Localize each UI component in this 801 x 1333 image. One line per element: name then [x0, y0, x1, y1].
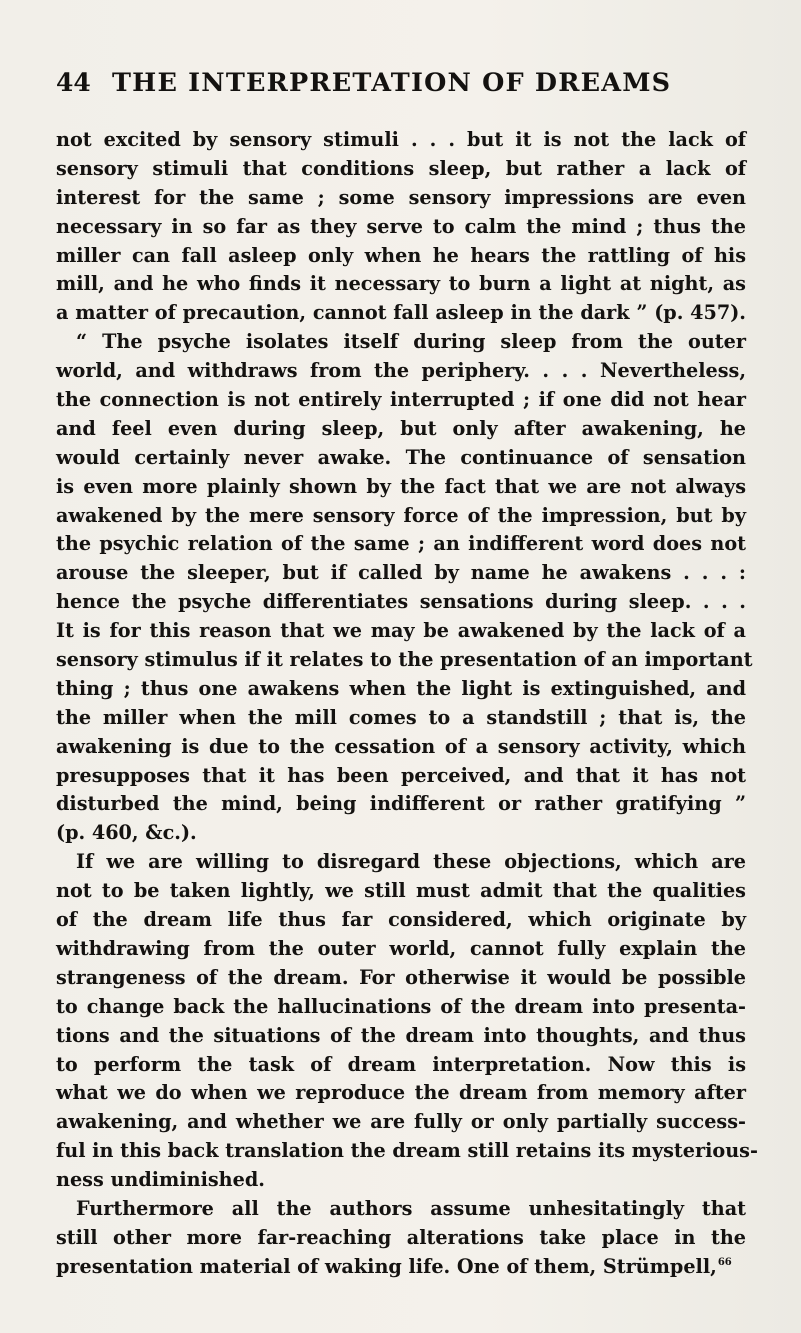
text-line: Furthermore all the authors assume unhesitatingly that: [76, 1196, 746, 1220]
text-line: ness undiminished.: [56, 1168, 265, 1192]
text-line: withdrawing from the outer world, cannot fully explain the: [56, 936, 746, 960]
text-line: (p. 460, &c.).: [56, 821, 197, 845]
text-line: what we do when we reproduce the dream from memory after: [56, 1081, 746, 1105]
text-line: ful in this back translation the dream still retains its mysterious-: [56, 1139, 758, 1163]
text-line: strangeness of the dream. For otherwise it would be possible: [56, 965, 746, 989]
text-line: awakened by the mere sensory force of the impression, but by: [56, 503, 746, 527]
text-line-content: presentation material of waking life. One of them, Strümpell,: [56, 1254, 717, 1278]
text-line: awakening, and whether we are fully or only partially success-: [56, 1110, 746, 1134]
footnote-reference: 66: [717, 1256, 732, 1268]
body-text: [56, 126, 758, 1282]
text-line-with-footnote: [56, 1253, 746, 1282]
text-line: and feel even during sleep, but only after awakening, he: [56, 416, 746, 440]
text-line: not to be taken lightly, we still must admit that the qualities: [56, 879, 746, 903]
text-line: interest for the same ; some sensory impressions are even: [56, 185, 746, 209]
text-line: to perform the task of dream interpretation. Now this is: [56, 1052, 746, 1076]
text-line: presupposes that it has been perceived, and that it has not: [56, 763, 746, 787]
text-line: sensory stimuli that conditions sleep, but rather a lack of: [56, 156, 746, 180]
text-line: “ The psyche isolates itself during sleep from the outer: [76, 330, 746, 354]
text-line: the miller when the mill comes to a standstill ; that is, the: [56, 705, 746, 729]
page-number: 44: [56, 68, 91, 97]
text-line: necessary in so far as they serve to calm the mind ; thus the: [56, 214, 746, 238]
text-line: not excited by sensory stimuli . . . but it is not the lack of: [56, 128, 746, 151]
text-line: arouse the sleeper, but if called by name he awakens . . . :: [56, 561, 746, 585]
text-line: the psychic relation of the same ; an indifferent word does not: [56, 532, 746, 556]
text-line: mill, and he who finds it necessary to burn a light at night, as: [56, 272, 746, 296]
text-line: a matter of precaution, cannot fall asleep in the dark ” (p. 457).: [56, 301, 746, 325]
running-title: THE INTERPRETATION OF DREAMS: [112, 68, 672, 98]
text-line: It is for this reason that we may be awakened by the lack of a: [56, 619, 746, 643]
text-line: would certainly never awake. The continuance of sensation: [56, 445, 746, 469]
page-header: [56, 68, 746, 116]
text-line: miller can fall asleep only when he hears the rattling of his: [56, 243, 746, 267]
text-line: thing ; thus one awakens when the light is extinguished, and: [56, 676, 746, 700]
text-line: disturbed the mind, being indifferent or rather gratifying ”: [56, 792, 746, 816]
text-line: world, and withdraws from the periphery. . . . Nevertheless,: [56, 359, 746, 383]
text-line: to change back the hallucinations of the dream into presenta-: [56, 994, 746, 1018]
text-line: is even more plainly shown by the fact that we are not always: [56, 474, 746, 498]
text-line: If we are willing to disregard these objections, which are: [76, 850, 746, 874]
text-line: sensory stimulus if it relates to the presentation of an important: [56, 648, 753, 672]
text-line: awakening is due to the cessation of a sensory activity, which: [56, 734, 746, 758]
text-line: tions and the situations of the dream into thoughts, and thus: [56, 1023, 746, 1047]
text-line: hence the psyche differentiates sensations during sleep. . . .: [56, 590, 746, 614]
text-line: still other more far-reaching alterations take place in the: [56, 1225, 746, 1249]
text-line: of the dream life thus far considered, which originate by: [56, 908, 746, 932]
text-line: the connection is not entirely interrupted ; if one did not hear: [56, 388, 746, 412]
